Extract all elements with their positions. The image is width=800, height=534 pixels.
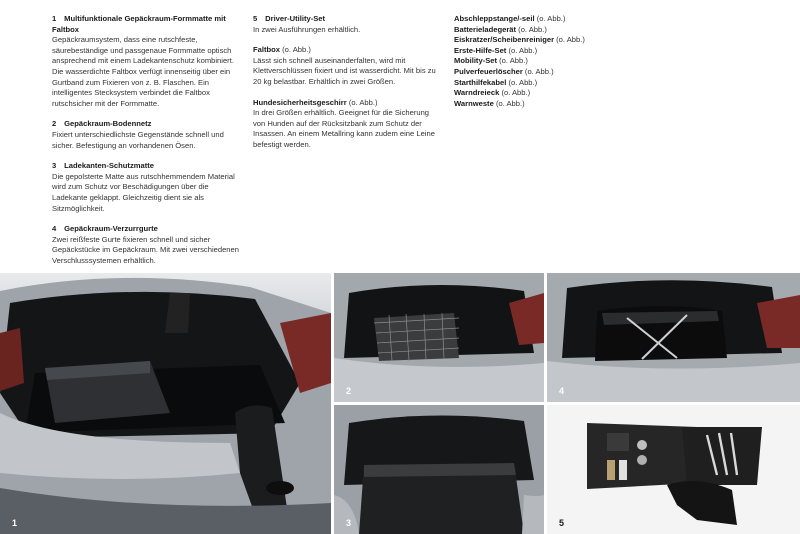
subsection-heading [253,45,443,56]
section-number: 1 [52,14,57,23]
section-title: Gepäckraum-Verzurrgurte [64,224,158,234]
accessory-list [454,14,654,109]
photo-number: 3 [346,518,352,528]
trunk-illustration [0,273,331,534]
section-4 [52,224,242,266]
section-heading [52,119,242,130]
section-title: Gepäckraum-Bodennetz [64,119,152,129]
section-text: In zwei Ausführungen erhältlich. [253,24,361,34]
text-column-1 [52,14,242,276]
section-3 [52,161,242,214]
item-name: Warndreieck [454,88,500,98]
list-item [454,25,654,36]
photo-driver-utility-set [547,405,800,534]
item-name: Erste-Hilfe-Set [454,45,507,55]
section-faltbox [253,45,443,87]
abbildung-note: (o. Abb.) [556,35,585,45]
item-name: Warnweste [454,98,494,108]
photo-gepaeckraum-bodennetz [334,273,544,402]
abbildung-note: (o. Abb.) [508,77,538,87]
section-number: 3 [52,161,57,171]
abbildung-note: (o. Abb.) [508,45,538,55]
abbildung-note: (o. Abb.) [501,88,531,98]
section-5 [253,14,443,35]
item-name: Eiskratzer/Scheibenreiniger [454,35,555,45]
section-heading [52,224,242,235]
list-item [454,56,654,67]
section-heading [52,161,242,172]
section-text: In drei Größen erhältlich. Geeignet für die Sicherung von Hunden auf der Rücksitzbank zum Schutz der Insassen. An einem Metallring kann zudem eine Leine befestigt werden. [253,108,435,149]
list-item [454,78,654,89]
subsection-heading [253,98,443,109]
utility-set-illustration [547,405,800,534]
photo-number: 2 [346,386,352,396]
item-name: Pulverfeuerlöscher [454,66,523,76]
section-text: Fixiert unterschiedlichste Gegenstände schnell und sicher. Befestigung an vorhandenen Ösen. [52,129,224,150]
text-column-3 [454,14,654,109]
list-item [454,35,654,46]
abbildung-note: (o. Abb.) [499,56,528,66]
section-number: 4 [52,224,57,234]
photo-trunk-formmatte-faltbox [0,273,331,534]
mat-illustration [334,405,544,534]
abbildung-note: (o. Abb.) [536,14,566,23]
list-item [454,14,654,25]
trunk-net-illustration [334,273,544,402]
section-heading [253,14,443,25]
subsection-title: Hundesicherheitsgeschirr [253,97,347,107]
abbildung-note: (o. Abb.) [495,98,525,108]
section-title: Multifunktionale Gepäckraum-Formmatte mit Faltbox [52,14,226,34]
item-name: Mobility-Set [454,56,498,66]
photo-ladekanten-schutzmatte [334,405,544,534]
photo-number: 1 [12,518,18,528]
section-title: Driver-Utility-Set [265,14,326,23]
abbildung-note: (o. Abb.) [518,24,547,34]
section-heading [52,14,242,35]
abbildung-note: (o. Abb.) [524,66,554,76]
section-number: 5 [253,14,258,23]
abbildung-note: (o. Abb.) [282,45,311,55]
section-text: Die gepolsterte Matte aus rutschhemmendem Material wird zum Schutz vor Beschädigungen über die Ladekante geklappt. Gleichzeitig dient sie als Sitzmöglichkeit. [52,171,235,213]
section-1 [52,14,242,109]
list-item [454,67,654,78]
section-text: Gepäckraumsystem, dass eine rutschfeste, säurebeständige und passgenaue Formmatte optisch ansprechend mit einem Ladekantenschutz kombiniert. Die wasserdichte Faltbox verfügt innenseitig über ein Gurtband zum Fixieren von z. B. Flaschen. Ein intelligentes Stecksystem verbindet die Faltbox rutschsicher mit der Formmatte. [52,35,234,108]
photo-gepaeckraum-verzurrgurte [547,273,800,402]
straps-illustration [547,273,800,402]
section-2 [52,119,242,151]
section-text: Lässt sich schnell auseinanderfalten, wird mit Klettverschlüssen fixiert und ist wasserdicht. Mit bis zu 20 kg belastbar. Erhältlich in zwei Größen. [253,55,436,86]
list-item [454,99,654,110]
section-text: Zwei reißfeste Gurte fixieren schnell und sicher Gepäckstücke im Gepäckraum. Mit zwei verschiedenen Verschlusssystemen erhältlich. [52,234,239,265]
list-item [454,88,654,99]
list-item [454,46,654,57]
item-name: Starthilfekabel [454,77,507,87]
item-name: Batterieladegerät [454,24,517,34]
photo-number: 5 [559,518,565,528]
section-hundesicherheitsgeschirr [253,98,443,151]
abbildung-note: (o. Abb.) [348,97,378,107]
gloves-icon [667,481,737,525]
text-column-2 [253,14,443,161]
subsection-title: Faltbox [253,45,281,55]
photo-number: 4 [559,386,565,396]
section-title: Ladekanten-Schutzmatte [64,161,155,171]
section-number: 2 [52,119,57,129]
item-name: Abschleppstange/-seil [454,14,535,23]
